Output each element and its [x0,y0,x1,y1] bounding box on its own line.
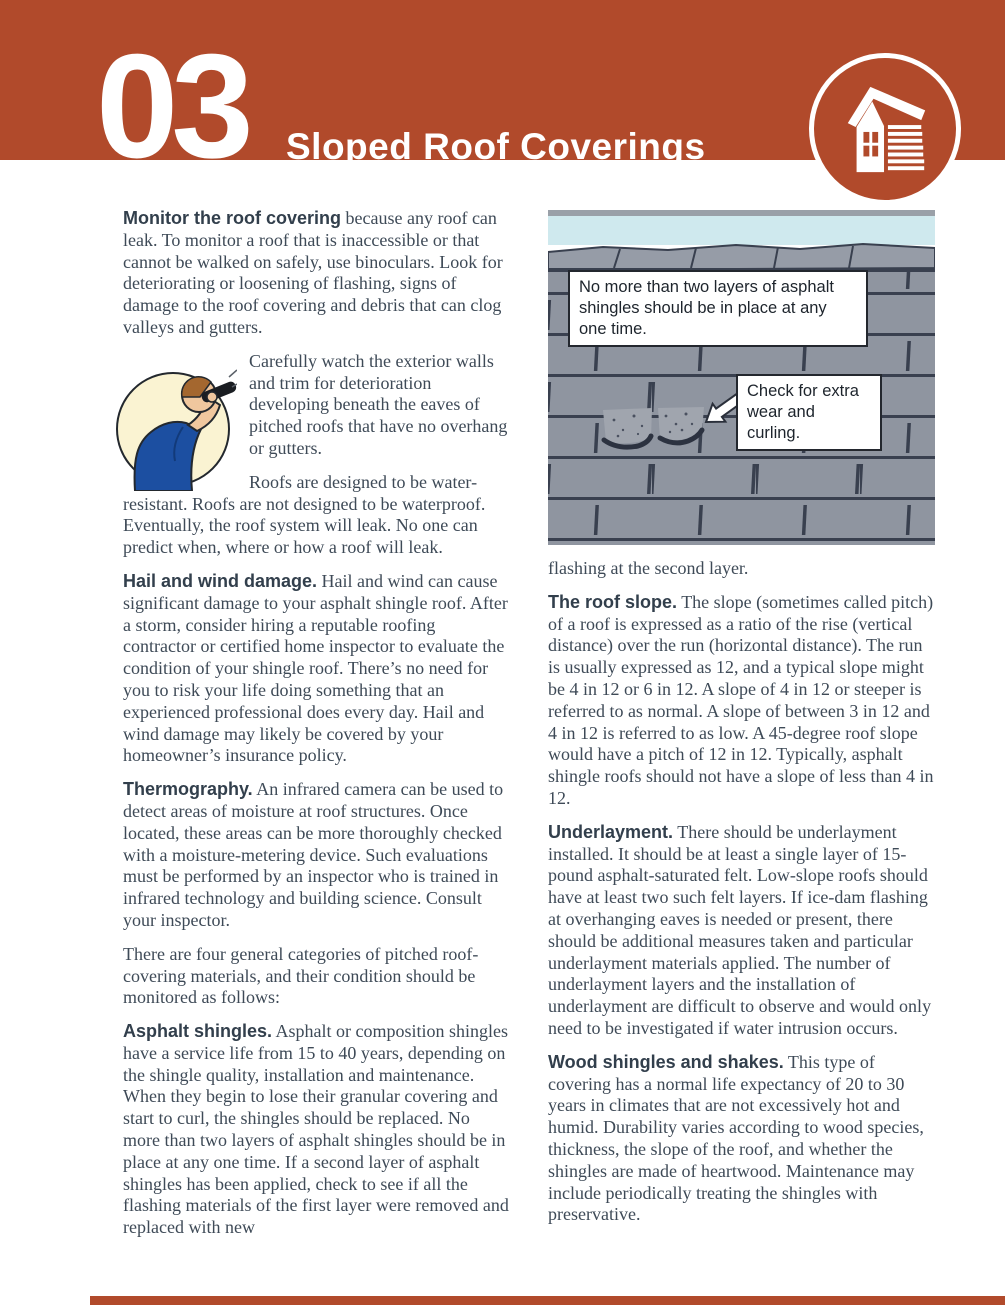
paragraph-monitor: Monitor the roof covering because any roof can leak. To monitor a roof that is inaccessible or that cannot be walked on safely, use binoculars. Look for deteriorating or loosening of flashing, signs of damage to the roof covering and debris that can clog valleys and gutters. [123,208,503,337]
paragraph-lead: Hail and wind damage. [123,570,318,591]
wrap-block [123,351,510,559]
paragraph-flashing-continued: flashing at the second layer. [548,558,749,578]
paragraph-lead: Thermography. [123,779,253,800]
inspector-binoculars-illustration [113,353,237,491]
paragraph-lead: Wood shingles and shakes. [548,1051,784,1072]
paragraph-wood-shingles: Wood shingles and shakes. This type of covering has a normal life expectancy of 20 to 30 years in climates that are not excessively hot and humid. Durability varies according to wood species, thickness, the slope of the roof, and whether the shingles are made of heartwood. Maintenance may include periodically treating the shingles with preservative. [548,1051,924,1225]
content [123,208,935,1251]
sky [548,216,935,245]
paragraph-roof-slope: The roof slope. The slope (sometimes called pitch) of a roof is expressed as a ratio of the rise (vertical distance) over the run (horizontal distance). The run is usually expressed as 12, and a typical slope might be 4 in 12 or 6 in 12. A slope of 4 in 12 or steeper is referred to as normal. A slope of between 3 in 12 and 4 in 12 is referred to as low. A 45-degree roof slope would have a pitch of 12 in 12. Typically, asphalt shingle roofs should not have a slope of less than 4 in 12. [548,591,934,808]
page-title: Sloped Roof Coverings [286,125,706,167]
paragraph-hail: Hail and wind damage. Hail and wind can cause significant damage to your asphalt shingle roof. After a storm, consider hiring a reputable roofing contractor or certified home inspector to evaluate the condition of your shingle roof. There’s no need for you to risk your life doing something that an experienced professional does every day. Hail and wind damage may likely be covered by your homeowner’s insurance policy. [123,570,508,766]
paragraph-lead: The roof slope. [548,591,678,612]
callout-extra-wear: Check for extra wear and curling. [736,374,882,451]
left-column [123,208,510,1251]
paragraph-thermography: Thermography. An infrared camera can be used to detect areas of moisture at roof structures. Once located, these areas can be more thoroughly checked with a moisture-metering device. Such evaluations must be performed by an inspector who is trained in infrared technology and building science. Consult your inspector. [123,779,504,930]
roof-shingles-illustration [548,210,935,545]
paragraph-underlayment: Underlayment. There should be underlayment installed. It should be at least a single layer of 15-pound asphalt-saturated felt. Low-slope roofs should have at least two such felt layers. If ice-dam flashing at overhanging eaves is needed or present, there should be additional measures taken and particular underlayment materials applied. The number of underlayment layers and the installation of underlayment are difficult to observe and would only need to be investigated if water intrusion occurs. [548,821,932,1038]
paragraph-roofs-designed: Roofs are designed to be water-resistant. Roofs are not designed to be waterproof. Eventually, the roof system will leak. No one can predict when, where or how a roof will leak. [123,471,486,558]
paragraph-lead: Asphalt shingles. [123,1021,273,1042]
house-icon [836,80,934,178]
paragraph-lead: Underlayment. [548,821,674,842]
chapter-number: 03 [96,24,247,189]
paragraph-lead: Monitor the roof covering [123,208,341,228]
paragraph-carefully: Carefully watch the exterior walls and trim for deterioration developing beneath the eaves of pitched roofs that have no overhang or gutters. [249,350,508,458]
paragraph-categories: There are four general categories of pitched roof-covering materials, and their condition should be monitored as follows: [123,943,479,1008]
house-roof-icon [809,53,961,205]
right-column [548,208,935,1251]
bottom-accent-bar [90,1296,1005,1305]
callout-two-layers: No more than two layers of asphalt shingles should be in place at any one time. [568,270,868,347]
paragraph-asphalt-shingles: Asphalt shingles. Asphalt or composition shingles have a service life from 15 to 40 years, depending on the shingle quality, installation and maintenance. When they begin to lose their granular covering and start to curl, the shingles should be replaced. No more than two layers of asphalt shingles should be in place at any one time. If a second layer of asphalt shingles has been applied, check to see if all the flashing materials of the first layer were removed and replaced with new [123,1021,509,1238]
